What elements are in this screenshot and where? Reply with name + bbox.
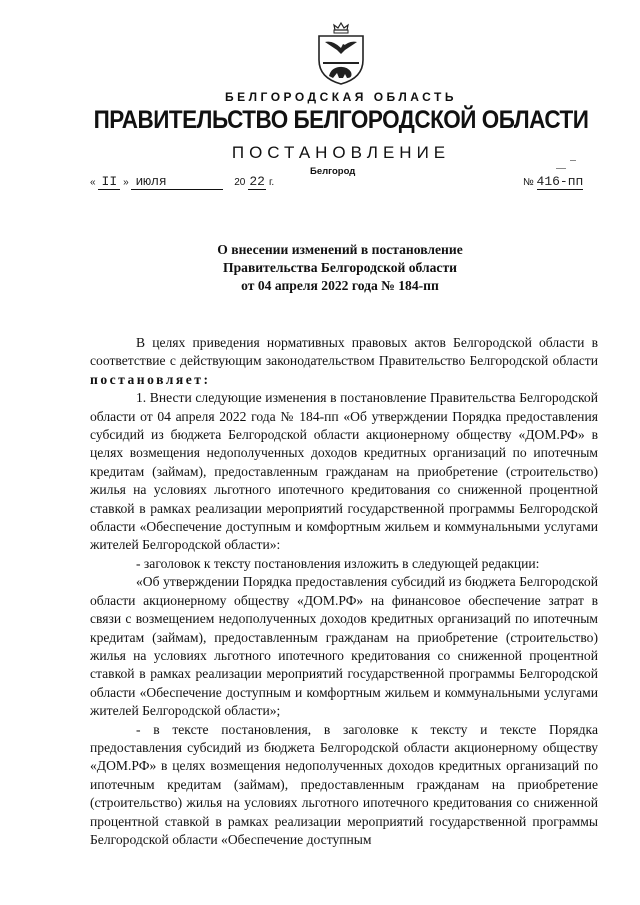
document-number <box>523 174 583 189</box>
bullet-1-paragraph: - заголовок к тексту постановления изложить в следующей редакции: <box>136 555 540 571</box>
subject-line: О внесении изменений в постановление <box>217 242 463 257</box>
quote-1-paragraph: «Об утверждении Порядка предоставления субсидий из бюджета Белгородской области акционерному обществу «ДОМ.РФ» на финансовое обеспечение затрат в связи с возмещением недополученных доходов кредитных организаций по ипотечным кредитам (займам), предоставленным гражданам на приобретение (строительство) жилья на условиях льготного ипотечного кредитования со сниженной процентной ставкой в рамках реализации мероприятий государственной программы Белгородской области «Обеспечение доступным и комфортным жильем и коммунальными услугами жителей Белгородской области»; <box>90 574 598 719</box>
coat-of-arms-icon <box>311 20 371 86</box>
scan-mark <box>556 168 566 169</box>
document-body <box>90 334 598 849</box>
document-subject <box>0 241 640 295</box>
city-name: Белгород <box>310 166 356 177</box>
government-name: ПРАВИТЕЛЬСТВО БЕЛГОРОДСКОЙ ОБЛАСТИ <box>93 105 589 134</box>
bullet-2-paragraph: - в тексте постановления, в заголовке к тексту и тексте Порядка предоставления субсидий из бюджета Белгородской области акционерному обществу «ДОМ.РФ» в целях возмещения недополученных доходов кредитных организаций по ипотечным кредитам (займам), предоставленным гражданам на приобретение (строительство) жилья на условиях льготного ипотечного кредитования со сниженной процентной ставкой в рамках реализации мероприятий государственной программы Белгородской области «Обеспечение доступным <box>90 721 598 847</box>
resolves-keyword: постановляет: <box>90 371 211 387</box>
intro-paragraph <box>90 334 598 389</box>
scan-mark <box>570 160 576 161</box>
document-type: ПОСТАНОВЛЕНИЕ <box>231 143 451 162</box>
date-month: июля <box>131 174 223 190</box>
date-day: II <box>98 174 120 190</box>
date-open-quote: « <box>90 177 96 188</box>
item-1-paragraph: 1. Внести следующие изменения в постановление Правительства Белгородской области от 04 апреля 2022 года № 184-пп «Об утверждении Порядка предоставления субсидий из бюджета Белгородской области акционерному обществу «ДОМ.РФ» в целях возмещения недополученных доходов кредитных организаций по ипотечным кредитам (займам), предоставленным гражданам на приобретение (строительство) жилья на условиях льготного ипотечного кредитования со сниженной процентной ставкой в рамках реализации мероприятий государственной программы Белгородской области «Обеспечение доступным и комфортным жильем и коммунальными услугами жителей Белгородской области»: <box>90 390 598 553</box>
subject-line: Правительства Белгородской области <box>223 260 457 275</box>
date-year-suffix: 22 <box>249 174 265 189</box>
region-name: БЕЛГОРОДСКАЯ ОБЛАСТЬ <box>225 90 457 104</box>
number-value: 416-пп <box>536 174 584 189</box>
subject-line: от 04 апреля 2022 года № 184-пп <box>241 278 439 293</box>
document-date <box>90 174 274 190</box>
intro-text: В целях приведения нормативных правовых актов Белгородской области в соответствие с действующим законодательством Правительство Белгородской области <box>90 335 598 369</box>
number-prefix: № <box>523 177 534 188</box>
date-year-mark: г. <box>268 177 275 188</box>
date-year-prefix: 20 <box>234 177 246 188</box>
date-close-quote: » <box>123 177 129 188</box>
